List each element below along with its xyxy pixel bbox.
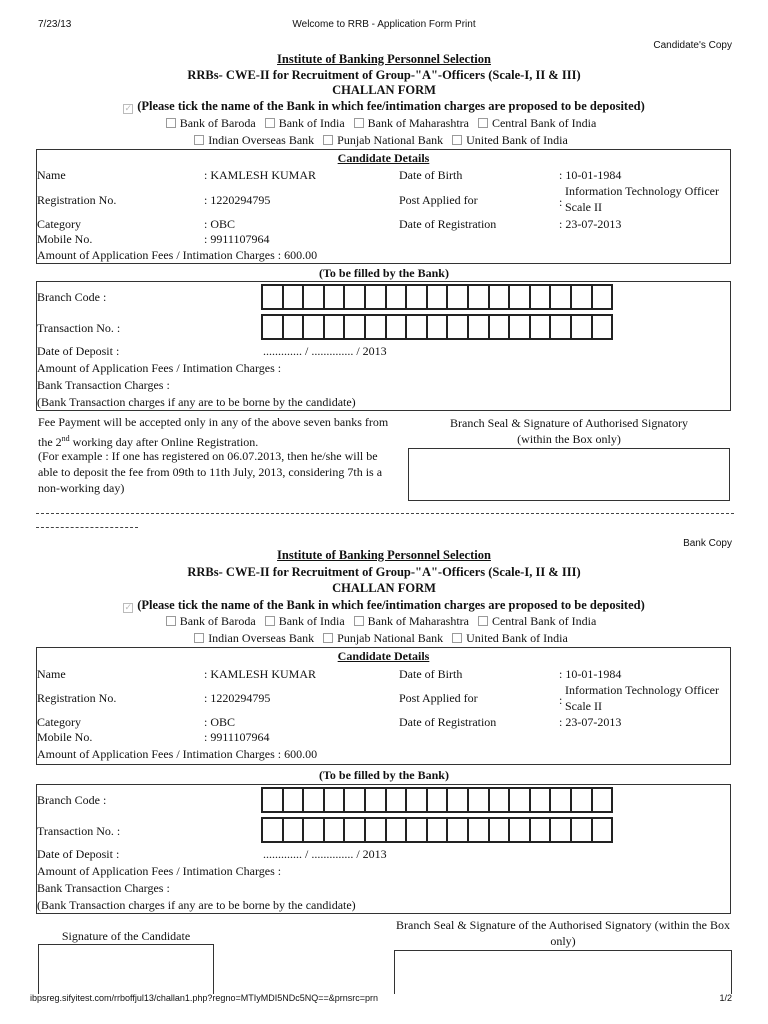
code-cell[interactable] — [364, 314, 387, 340]
mobile-value: : 9911107964 — [204, 232, 270, 246]
code-cell[interactable] — [282, 284, 305, 310]
reg-no-label: Registration No. — [37, 691, 117, 705]
reg-no-label: Registration No. — [37, 193, 117, 207]
fee-note-line1: Fee Payment will be accepted only in any of the above seven banks from — [38, 415, 389, 429]
code-cell[interactable] — [488, 817, 511, 843]
checkbox-icon[interactable] — [166, 616, 176, 626]
seal-caption-line2: (within the Box only) — [517, 432, 621, 446]
seal-caption-line1: Branch Seal & Signature of Authorised Signatory — [450, 416, 688, 430]
checkbox-icon[interactable] — [166, 118, 176, 128]
mobile-label: Mobile No. — [37, 730, 93, 744]
code-cell[interactable] — [302, 314, 325, 340]
charges-note: (Bank Transaction charges if any are to be borne by the candidate) — [37, 395, 356, 409]
cut-line — [36, 513, 734, 514]
code-cell[interactable] — [302, 284, 325, 310]
code-cell[interactable] — [549, 314, 572, 340]
fees-line: Amount of Application Fees / Intimation Charges : 600.00 — [37, 248, 318, 262]
code-cell[interactable] — [591, 817, 614, 843]
code-cell[interactable] — [261, 787, 284, 813]
code-cell[interactable] — [446, 314, 469, 340]
post-value-line1: Information Technology Officer — [565, 184, 720, 198]
transaction-no-label: Transaction No. : — [37, 321, 121, 335]
amount-label: Amount of Application Fees / Intimation Charges : — [37, 864, 282, 878]
form-header-line1: Institute of Banking Personnel Selection — [277, 52, 491, 66]
bank-option[interactable]: Central Bank of India — [478, 116, 596, 130]
bank-options-row2 — [0, 133, 768, 148]
checkbox-icon[interactable] — [478, 118, 488, 128]
bank-options-row2 — [0, 631, 768, 646]
code-cell[interactable] — [364, 284, 387, 310]
checkbox-icon[interactable] — [354, 616, 364, 626]
bank-option[interactable]: Bank of Maharashtra — [354, 116, 469, 130]
dob-label: Date of Birth — [399, 667, 463, 681]
example-note-line2: able to deposit the fee from 09th to 11th July, 2013, considering 7th is a — [38, 465, 383, 479]
checkbox-icon[interactable] — [452, 135, 462, 145]
code-cell[interactable] — [591, 284, 614, 310]
checkbox-icon[interactable] — [323, 135, 333, 145]
deposit-date-value: ............. / .............. / 2013 — [263, 847, 387, 861]
fees-line: Amount of Application Fees / Intimation Charges : 600.00 — [37, 747, 318, 761]
code-cell[interactable] — [385, 284, 408, 310]
transaction-no-boxes[interactable] — [263, 817, 613, 843]
checkbox-icon[interactable] — [265, 118, 275, 128]
code-cell[interactable] — [405, 314, 428, 340]
candidate-signature-box[interactable] — [38, 944, 214, 994]
post-label: Post Applied for — [399, 691, 478, 705]
code-cell[interactable] — [385, 787, 408, 813]
code-cell[interactable] — [508, 817, 531, 843]
code-cell[interactable] — [282, 787, 305, 813]
code-cell[interactable] — [302, 787, 325, 813]
code-cell[interactable] — [467, 787, 490, 813]
code-cell[interactable] — [529, 817, 552, 843]
code-cell[interactable] — [570, 817, 593, 843]
branch-code-label: Branch Code : — [37, 793, 107, 807]
code-cell[interactable] — [261, 817, 284, 843]
code-cell[interactable] — [426, 284, 449, 310]
example-note-line3: non-working day) — [38, 481, 125, 495]
mobile-label: Mobile No. — [37, 232, 93, 246]
category-label: Category — [37, 715, 81, 729]
code-cell[interactable] — [302, 817, 325, 843]
category-value: : OBC — [204, 217, 236, 231]
date-of-deposit-label: Date of Deposit : — [37, 847, 120, 861]
code-cell[interactable] — [323, 817, 346, 843]
candidate-details-box — [36, 647, 731, 765]
code-cell[interactable] — [343, 314, 366, 340]
code-cell[interactable] — [529, 314, 552, 340]
amount-label: Amount of Application Fees / Intimation Charges : — [37, 361, 282, 375]
code-cell[interactable] — [282, 817, 305, 843]
bank-seal-caption-line1: Branch Seal & Signature of the Authorised Signatory (within the Box — [396, 918, 730, 932]
code-cell[interactable] — [385, 817, 408, 843]
code-cell[interactable] — [508, 284, 531, 310]
candidate-copy-label: Candidate's Copy — [653, 40, 732, 51]
print-title: Welcome to RRB - Application Form Print — [292, 19, 476, 30]
code-cell[interactable] — [529, 284, 552, 310]
branch-code-label: Branch Code : — [37, 290, 107, 304]
post-colon: : — [559, 195, 563, 209]
code-cell[interactable] — [488, 787, 511, 813]
bank-option[interactable]: Central Bank of India — [478, 614, 596, 628]
checkbox-icon[interactable] — [354, 118, 364, 128]
code-cell[interactable] — [364, 787, 387, 813]
code-cell[interactable] — [426, 314, 449, 340]
checkbox-icon[interactable] — [194, 633, 204, 643]
code-cell[interactable] — [343, 787, 366, 813]
code-cell[interactable] — [446, 817, 469, 843]
deposit-date-value: ............. / .............. / 2013 — [263, 344, 387, 358]
code-cell[interactable] — [282, 314, 305, 340]
form-header-line1: Institute of Banking Personnel Selection — [277, 548, 491, 562]
bank-copy-label: Bank Copy — [683, 538, 732, 549]
checkbox-icon[interactable] — [194, 135, 204, 145]
charges-note: (Bank Transaction charges if any are to be borne by the candidate) — [37, 898, 356, 912]
bank-option[interactable]: Bank of Baroda — [166, 116, 256, 130]
mobile-value: : 9911107964 — [204, 730, 270, 744]
cut-line-continuation — [36, 527, 138, 528]
post-colon: : — [559, 693, 563, 707]
bank-option[interactable]: Bank of Baroda — [166, 614, 256, 628]
code-cell[interactable] — [446, 787, 469, 813]
post-label: Post Applied for — [399, 193, 478, 207]
bank-seal-caption-line2: only) — [550, 934, 576, 948]
bank-seal-box[interactable] — [394, 950, 732, 994]
code-cell[interactable] — [467, 817, 490, 843]
branch-code-boxes[interactable] — [263, 284, 613, 310]
category-value: : OBC — [204, 715, 236, 729]
bank-section-title: (To be filled by the Bank) — [319, 768, 449, 782]
code-cell[interactable] — [488, 284, 511, 310]
code-cell[interactable] — [446, 284, 469, 310]
code-cell[interactable] — [343, 817, 366, 843]
candidate-signature-caption: Signature of the Candidate — [61, 929, 191, 943]
checkmark-icon: ✓ — [124, 603, 132, 613]
name-value: : KAMLESH KUMAR — [204, 168, 317, 182]
code-cell[interactable] — [323, 284, 346, 310]
name-value: : KAMLESH KUMAR — [204, 667, 317, 681]
code-cell[interactable] — [508, 787, 531, 813]
bank-option[interactable]: Punjab National Bank — [323, 631, 443, 645]
post-value-line2: Scale II — [565, 699, 602, 713]
code-cell[interactable] — [426, 817, 449, 843]
bank-options-row1 — [0, 116, 768, 131]
code-cell[interactable] — [323, 787, 346, 813]
code-cell[interactable] — [549, 787, 572, 813]
date-reg-label: Date of Registration — [399, 715, 497, 729]
code-cell[interactable] — [405, 787, 428, 813]
bank-option[interactable]: Indian Overseas Bank — [194, 631, 314, 645]
print-date: 7/23/13 — [38, 19, 72, 30]
bank-option[interactable]: United Bank of India — [452, 133, 568, 147]
code-cell[interactable] — [405, 817, 428, 843]
bank-option[interactable]: Bank of India — [265, 116, 345, 130]
code-cell[interactable] — [343, 284, 366, 310]
code-cell[interactable] — [385, 314, 408, 340]
date-reg-label: Date of Registration — [399, 217, 497, 231]
checkbox-icon[interactable] — [452, 633, 462, 643]
code-cell[interactable] — [549, 817, 572, 843]
bank-option[interactable]: Punjab National Bank — [323, 133, 443, 147]
post-value-line2: Scale II — [565, 200, 602, 214]
code-cell[interactable] — [261, 314, 284, 340]
dob-value: : 10-01-1984 — [559, 168, 622, 182]
code-cell[interactable] — [364, 817, 387, 843]
candidate-details-box — [36, 149, 731, 264]
date-reg-value: : 23-07-2013 — [559, 715, 622, 729]
code-cell[interactable] — [323, 314, 346, 340]
tick-instruction: ✓ (Please tick the name of the Bank in which fee/intimation charges are proposed to be deposited) — [124, 598, 645, 613]
checkbox-icon[interactable] — [323, 633, 333, 643]
bank-option[interactable]: United Bank of India — [452, 631, 568, 645]
reg-no-value: : 1220294795 — [204, 691, 271, 705]
bank-charges-label: Bank Transaction Charges : — [37, 378, 170, 392]
code-cell[interactable] — [570, 314, 593, 340]
code-cell[interactable] — [529, 787, 552, 813]
bank-fill-box — [36, 784, 731, 914]
checkbox-icon[interactable] — [265, 616, 275, 626]
fee-note-line2: the 2nd working day after Online Registration. — [38, 434, 259, 449]
name-label: Name — [37, 667, 66, 681]
branch-code-boxes[interactable] — [263, 787, 613, 813]
bank-section-title: (To be filled by the Bank) — [319, 266, 449, 280]
transaction-no-boxes[interactable] — [263, 314, 613, 340]
code-cell[interactable] — [261, 284, 284, 310]
form-header-line3: CHALLAN FORM — [332, 83, 436, 97]
dob-value: : 10-01-1984 — [559, 667, 622, 681]
name-label: Name — [37, 168, 66, 182]
code-cell[interactable] — [591, 314, 614, 340]
date-reg-value: : 23-07-2013 — [559, 217, 622, 231]
code-cell[interactable] — [508, 314, 531, 340]
form-header-line2: RRBs- CWE-II for Recruitment of Group-"A"-Officers (Scale-I, II & III) — [187, 68, 581, 82]
code-cell[interactable] — [488, 314, 511, 340]
bank-fill-box — [36, 281, 731, 411]
bank-option[interactable]: Bank of India — [265, 614, 345, 628]
transaction-no-label: Transaction No. : — [37, 824, 121, 838]
post-value-line1: Information Technology Officer — [565, 683, 720, 697]
candidate-details-title: Candidate Details — [337, 649, 430, 663]
reg-no-value: : 1220294795 — [204, 193, 271, 207]
code-cell[interactable] — [570, 787, 593, 813]
bank-option[interactable]: Bank of Maharashtra — [354, 614, 469, 628]
code-cell[interactable] — [591, 787, 614, 813]
print-page-number: 1/2 — [719, 993, 732, 1003]
seal-signature-box[interactable] — [408, 448, 730, 501]
print-url: ibpsreg.sifyitest.com/rrboffjul13/challan1.php?regno=MTIyMDI5NDc5NQ==&prnsrc=prn — [30, 993, 378, 1003]
bank-options-row1 — [0, 614, 768, 629]
checkmark-icon: ✓ — [124, 104, 132, 114]
checkbox-icon[interactable] — [478, 616, 488, 626]
code-cell[interactable] — [570, 284, 593, 310]
form-header-line3: CHALLAN FORM — [332, 581, 436, 595]
category-label: Category — [37, 217, 81, 231]
date-of-deposit-label: Date of Deposit : — [37, 344, 120, 358]
dob-label: Date of Birth — [399, 168, 463, 182]
code-cell[interactable] — [467, 314, 490, 340]
code-cell[interactable] — [549, 284, 572, 310]
tick-instruction: ✓ (Please tick the name of the Bank in which fee/intimation charges are proposed to be deposited) — [124, 99, 645, 114]
code-cell[interactable] — [467, 284, 490, 310]
bank-charges-label: Bank Transaction Charges : — [37, 881, 170, 895]
candidate-details-title: Candidate Details — [337, 151, 430, 165]
example-note-line1: (For example : If one has registered on 06.07.2013, then he/she will be — [38, 449, 378, 463]
form-header-line2: RRBs- CWE-II for Recruitment of Group-"A"-Officers (Scale-I, II & III) — [187, 565, 581, 579]
code-cell[interactable] — [426, 787, 449, 813]
bank-option[interactable]: Indian Overseas Bank — [194, 133, 314, 147]
code-cell[interactable] — [405, 284, 428, 310]
